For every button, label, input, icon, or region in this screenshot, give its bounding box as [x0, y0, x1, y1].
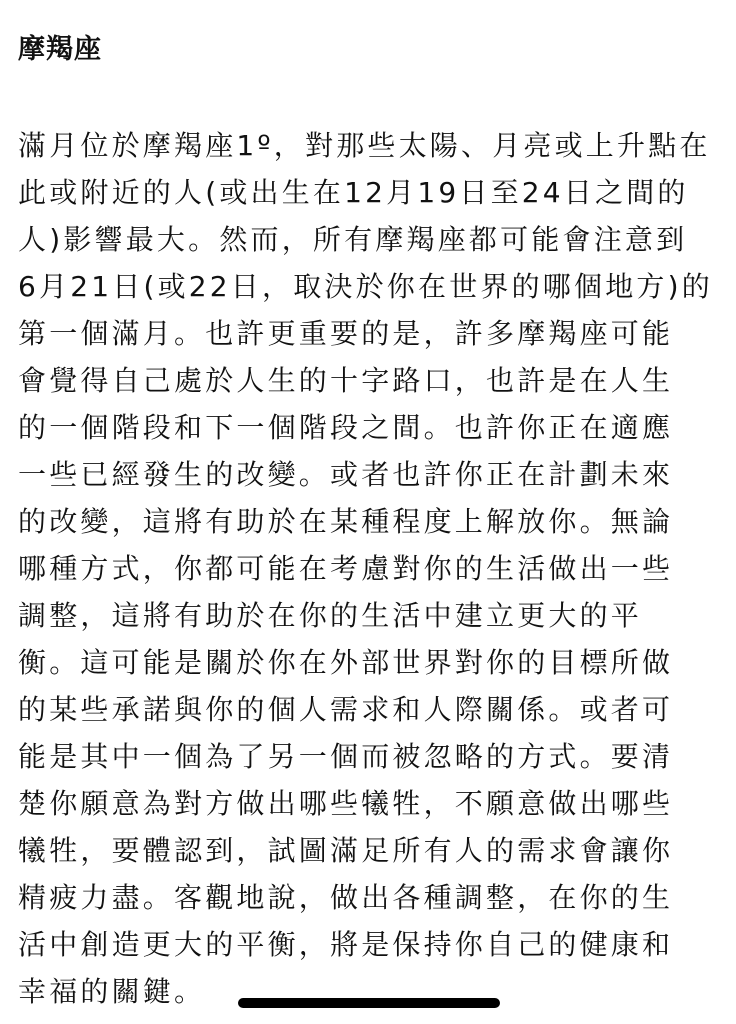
body-line: 楚你願意為對方做出哪些犧牲，不願意做出哪些 — [18, 787, 674, 820]
body-line: 此或附近的人(或出生在12月19日至24日之間的 — [18, 176, 689, 209]
body-line: 的改變，這將有助於在某種程度上解放你。無論 — [18, 505, 674, 538]
body-line: 精疲力盡。客觀地說，做出各種調整，在你的生 — [18, 881, 674, 914]
body-line: 第一個滿月。也許更重要的是，許多摩羯座可能 — [18, 317, 674, 350]
body-line: 調整，這將有助於在你的生活中建立更大的平 — [18, 599, 643, 632]
body-line: 衡。這可能是關於你在外部世界對你的目標所做 — [18, 646, 674, 679]
body-line: 一些已經發生的改變。或者也許你正在計劃未來 — [18, 458, 674, 491]
body-line: 幸福的關鍵。 — [18, 975, 206, 1008]
body-line: 的某些承諾與你的個人需求和人際關係。或者可 — [18, 693, 674, 726]
body-line: 滿月位於摩羯座1º，對那些太陽、月亮或上升點在 — [18, 129, 711, 162]
body-line: 的一個階段和下一個階段之間。也許你正在適應 — [18, 411, 674, 444]
article-title: 摩羯座 — [18, 34, 102, 65]
body-line: 人)影響最大。然而，所有摩羯座都可能會注意到 — [18, 223, 688, 256]
body-line: 犧牲，要體認到，試圖滿足所有人的需求會讓你 — [18, 834, 674, 867]
body-line: 會覺得自己處於人生的十字路口，也許是在人生 — [18, 364, 674, 397]
body-line: 哪種方式，你都可能在考慮對你的生活做出一些 — [18, 552, 674, 585]
body-line: 能是其中一個為了另一個而被忽略的方式。要清 — [18, 740, 674, 773]
home-indicator[interactable] — [238, 998, 500, 1008]
article-body — [18, 122, 718, 1015]
body-line: 活中創造更大的平衡，將是保持你自己的健康和 — [18, 928, 674, 961]
body-line: 6月21日(或22日，取決於你在世界的哪個地方)的 — [18, 270, 713, 303]
